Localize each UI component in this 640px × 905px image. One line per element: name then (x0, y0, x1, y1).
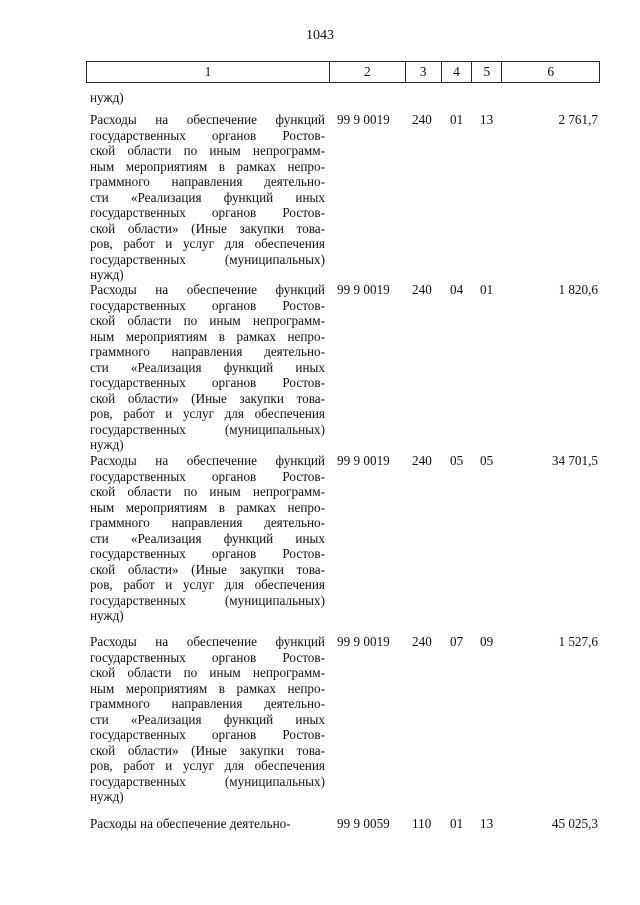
continuation-text: нужд) (90, 90, 124, 105)
description-line: государственных (муниципальных) (90, 773, 325, 789)
description-line: государственных органов Ростов- (90, 297, 325, 313)
header-col-5: 5 (472, 62, 502, 82)
header-col-6: 6 (547, 64, 555, 79)
row-pr-code: 13 (480, 112, 494, 127)
row-sum: 1 820,6 (558, 282, 598, 297)
row-pr-code: 05 (480, 453, 494, 468)
description-line: граммного направления деятельно- (90, 174, 325, 189)
description-line: ров, работ и услуг для обеспечения (90, 577, 325, 592)
row-rz-code: 01 (450, 112, 464, 127)
row-rz-code: 04 (450, 282, 464, 297)
description-line: граммного направления деятельно- (90, 344, 325, 359)
description-line: сти «Реализация функций иных (90, 530, 325, 546)
description-line: государственных (муниципальных) (90, 592, 325, 608)
row-vr-code: 240 (412, 453, 432, 468)
description-line: сти «Реализация функций иных (90, 359, 325, 375)
row-vr-code: 240 (412, 282, 432, 297)
description-line: сти «Реализация функций иных (90, 189, 325, 205)
description-line: граммного направления деятельно- (90, 696, 325, 711)
row-pr-code: 13 (480, 816, 494, 831)
description-line: государственных органов Ростов- (90, 205, 325, 220)
description-line: нужд) (90, 608, 124, 623)
row-rz-code: 07 (450, 634, 464, 649)
description-line: ным мероприятиям в рамках непро- (90, 680, 325, 696)
description-line: граммного направления деятельно- (90, 515, 325, 530)
description-line: ской области по иным непрограмм- (90, 484, 325, 499)
description-line: ской области по иным непрограмм- (90, 313, 325, 328)
row-description (90, 634, 325, 805)
table-header (86, 61, 600, 83)
row-csr-code: 99 9 0059 (337, 816, 390, 831)
description-line: ской области по иным непрограмм- (90, 665, 325, 680)
row-sum: 2 761,7 (558, 112, 598, 127)
description-line: Расходы на обеспечение функций (90, 112, 325, 127)
row-description (90, 282, 325, 453)
description-line: Расходы на обеспечение функций (90, 634, 325, 649)
description-line: государственных (муниципальных) (90, 251, 325, 267)
description-line: нужд) (90, 437, 124, 452)
row-description (90, 816, 325, 832)
description-line: государственных органов Ростов- (90, 468, 325, 484)
description-line: государственных органов Ростов- (90, 649, 325, 665)
page-number: 1043 (306, 28, 334, 43)
header-col-3: 3 (406, 62, 442, 82)
row-pr-code: 09 (480, 634, 494, 649)
description-line: ров, работ и услуг для обеспечения (90, 236, 325, 251)
row-sum: 34 701,5 (551, 453, 598, 468)
description-line: ным мероприятиям в рамках непро- (90, 158, 325, 174)
description-line: государственных органов Ростов- (90, 546, 325, 561)
row-csr-code: 99 9 0019 (337, 282, 390, 297)
row-csr-code: 99 9 0019 (337, 453, 390, 468)
header-col-4: 4 (442, 62, 473, 82)
row-rz-code: 05 (450, 453, 464, 468)
description-line: ным мероприятиям в рамках непро- (90, 328, 325, 344)
row-vr-code: 240 (412, 634, 432, 649)
description-line: государственных органов Ростов- (90, 375, 325, 390)
row-csr-code: 99 9 0019 (337, 112, 390, 127)
description-line: ской области» (Иные закупки това- (90, 742, 325, 758)
row-description (90, 453, 325, 624)
description-line: Расходы на обеспечение функций (90, 453, 325, 468)
row-sum: 45 025,3 (551, 816, 598, 831)
row-description (90, 112, 325, 283)
row-csr-code: 99 9 0019 (337, 634, 390, 649)
description-line: нужд) (90, 789, 124, 804)
row-sum: 1 527,6 (558, 634, 598, 649)
row-vr-code: 240 (412, 112, 432, 127)
description-line: ров, работ и услуг для обеспечения (90, 758, 325, 773)
row-pr-code: 01 (480, 282, 494, 297)
description-line: ской области» (Иные закупки това- (90, 561, 325, 577)
description-line: нужд) (90, 267, 124, 282)
description-line: государственных (муниципальных) (90, 421, 325, 437)
description-line: ской области по иным непрограмм- (90, 143, 325, 158)
row-rz-code: 01 (450, 816, 464, 831)
header-col-1: 1 (87, 62, 330, 82)
description-line: государственных органов Ростов- (90, 727, 325, 742)
description-line: ской области» (Иные закупки това- (90, 390, 325, 406)
description-line: сти «Реализация функций иных (90, 711, 325, 727)
row-vr-code: 110 (412, 816, 432, 831)
description-line: Расходы на обеспечение функций (90, 282, 325, 297)
description-line: ской области» (Иные закупки това- (90, 220, 325, 236)
description-line: ров, работ и услуг для обеспечения (90, 406, 325, 421)
description-line: Расходы на обеспечение деятельно- (90, 816, 291, 831)
description-line: ным мероприятиям в рамках непро- (90, 499, 325, 515)
description-line: государственных органов Ростов- (90, 127, 325, 143)
header-col-2: 2 (330, 62, 406, 82)
